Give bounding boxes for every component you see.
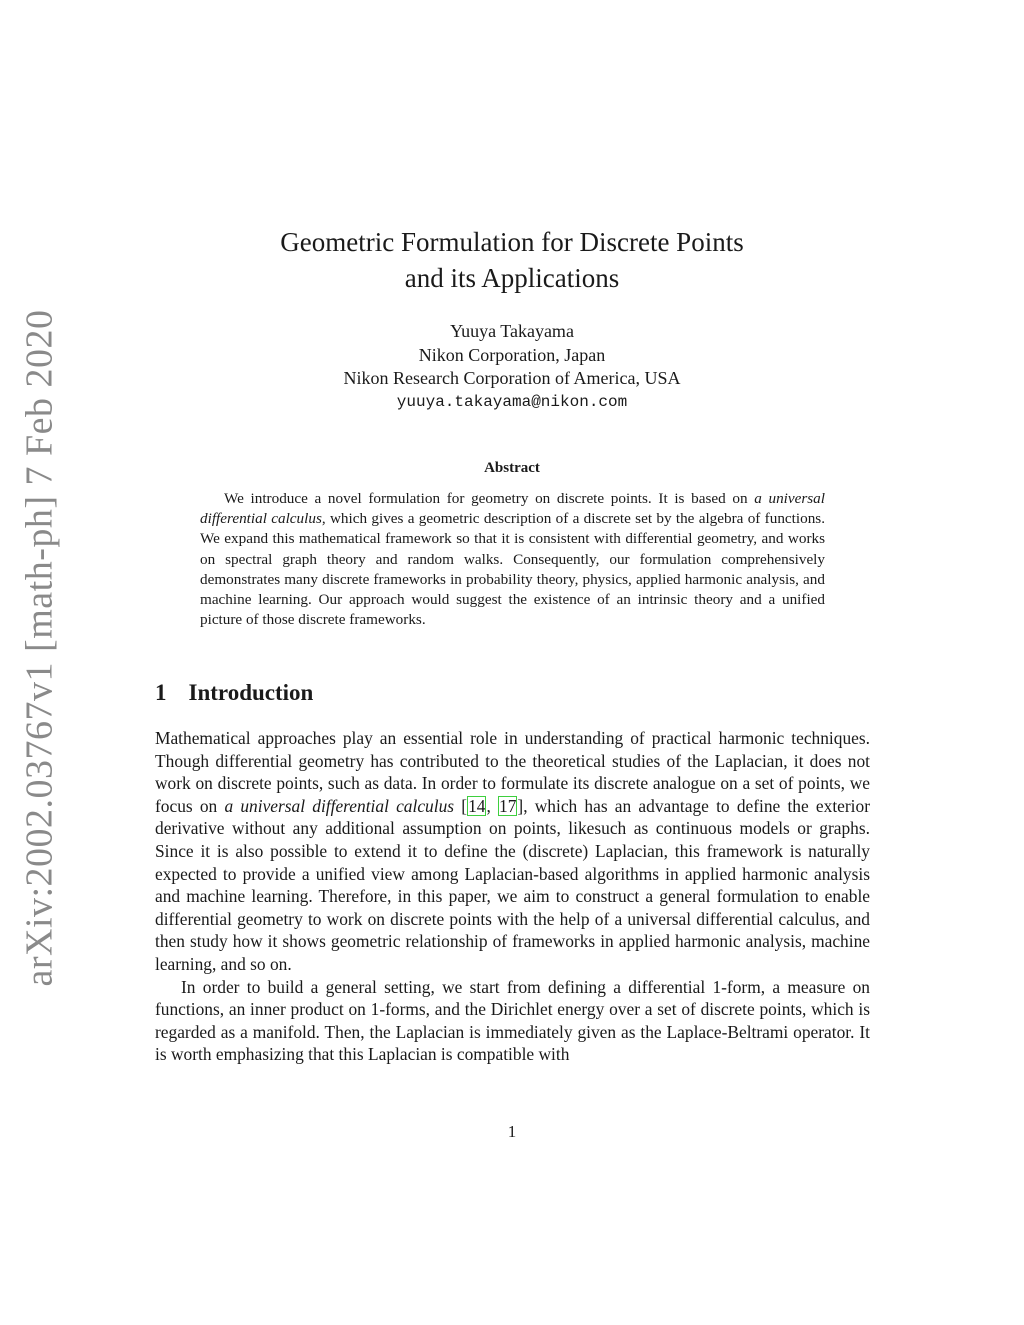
title-line-2: and its Applications (404, 263, 620, 293)
author-block (150, 320, 874, 414)
abstract-text-pre: We introduce a novel formulation for geometry on discrete points. It is based on (224, 490, 755, 507)
title-line-1: Geometric Formulation for Discrete Points (280, 227, 744, 257)
abstract-text-post: , which gives a geometric description of a discrete set by the algebra of functions. We expand this mathematical framework so that it is consistent with differential geometry, and works on spectral graph theory and random walks. Consequently, our formulation comprehensively demonstrates many discrete frameworks in probability theory, physics, applied harmonic analysis, and machine learning. Our approach would suggest the existence of an intrinsic theory and a unified picture of those discrete frameworks. (200, 510, 825, 629)
abstract-text-emphasis: a universal differential calculus (200, 490, 825, 528)
intro-p1-pre: Mathematical approaches play an essential role in understanding of practical harmonic techniques. Though differential geometry has contributed to the theoretical studies of the Laplacian, it does not work on discrete points, such as data. In order to formulate its discrete analogue on a set of points, we focus on (155, 728, 870, 816)
section-title: Introduction (188, 680, 314, 705)
intro-paragraph-2: In order to build a general setting, we start from defining a differential 1-form, a measure on functions, an inner product on 1-forms, and the Dirichlet energy over a set of discrete points, which is regarded as a manifold. Then, the Laplacian is immediately given as the Laplace-Beltrami operator. It is worth emphasizing that this Laplacian is compatible with (155, 976, 870, 1065)
intro-p1-post: , which has an advantage to define the exterior derivative without any additional assumption on points, likesuch as continuous models or graphs. Since it is also possible to extend it to define the (discrete) Laplacian, this framework is naturally expected to provide a unified view among Laplacian-based algorithms in applied harmonic analysis and machine learning. Therefore, in this paper, we aim to construct a general formulation to enable differential geometry to work on discrete points with the help of a universal differential calculus, and then study how it shows geometric relationship of frameworks in applied harmonic analysis, machine learning, and so on. (155, 795, 870, 974)
page-number: 1 (507, 1122, 517, 1141)
citation-link-1[interactable]: 14 (468, 795, 486, 816)
affiliation-2: Nikon Research Corporation of America, USA (343, 368, 681, 388)
introduction-body (155, 727, 870, 1066)
arxiv-identifier (15, 308, 65, 987)
section-number: 1 (155, 680, 167, 705)
author-name: Yuuya Takayama (450, 321, 574, 341)
affiliation-1: Nikon Corporation, Japan (418, 344, 606, 365)
author-email: yuuya.takayama@nikon.com (396, 392, 628, 411)
abstract-paragraph (200, 489, 825, 630)
citation-group: [14, 17] (461, 795, 524, 816)
intro-paragraph-1 (155, 727, 870, 976)
paper-title (150, 224, 874, 296)
citation-link-2[interactable]: 17 (499, 795, 517, 816)
intro-p1-emphasis: a universal differential calculus (224, 795, 455, 816)
section-heading-introduction (155, 680, 313, 706)
arxiv-id-text: arXiv:2002.03767v1 [math-ph] 7 Feb 2020 (19, 308, 61, 987)
abstract-heading: Abstract (484, 460, 540, 476)
abstract-body (200, 489, 825, 630)
